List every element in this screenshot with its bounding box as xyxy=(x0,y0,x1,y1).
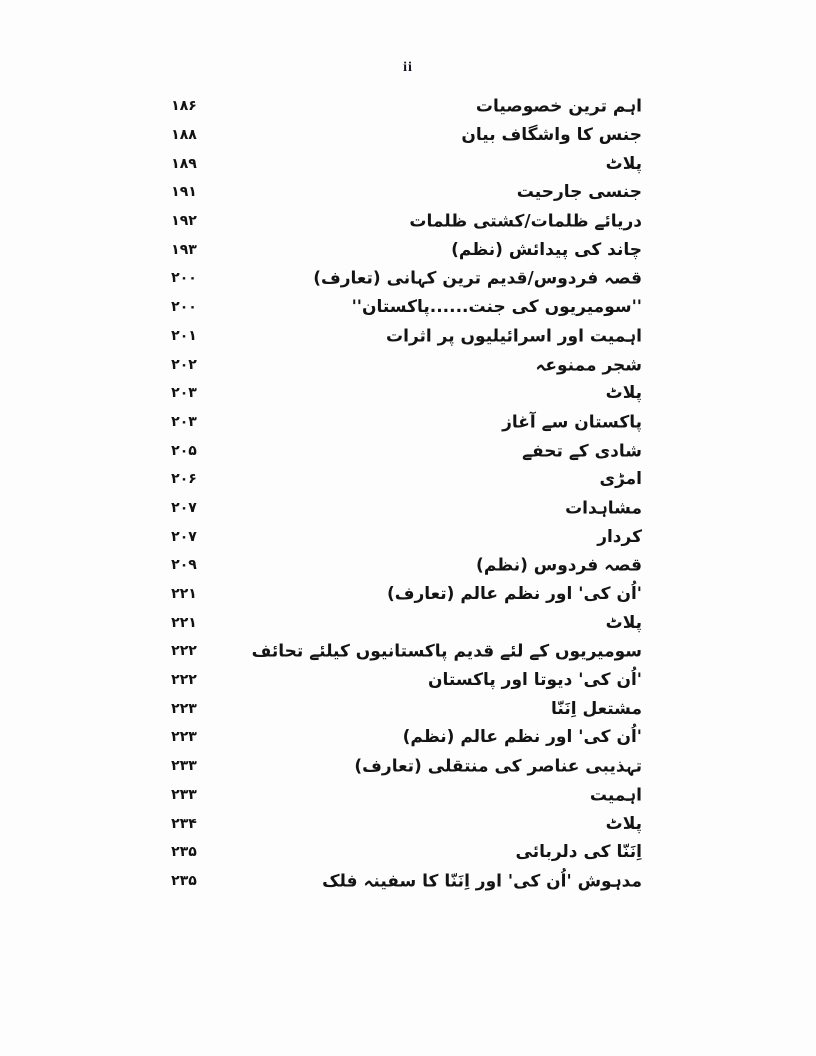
toc-entry-title: ''سومیریوں کی جنت......پاکستان'' xyxy=(351,297,642,318)
toc-entry-title: امڑی xyxy=(599,469,642,490)
toc-row xyxy=(0,322,816,351)
toc-page-number: ۲۳۳ xyxy=(171,786,197,803)
toc-page-number: ۲۰۱ xyxy=(171,327,197,344)
toc-row xyxy=(0,207,816,236)
toc-row xyxy=(0,178,816,207)
toc-row xyxy=(0,608,816,637)
toc-page-number: ۲۲۳ xyxy=(171,729,197,746)
toc-row xyxy=(0,781,816,810)
toc-row xyxy=(0,522,816,551)
table-of-contents xyxy=(0,92,816,895)
toc-entry-title: شادی کے تحفے xyxy=(522,441,642,462)
toc-entry-title: پلاٹ xyxy=(605,813,642,834)
toc-row xyxy=(0,293,816,322)
toc-row xyxy=(0,809,816,838)
toc-page-number: ۱۹۲ xyxy=(171,213,197,230)
toc-row xyxy=(0,149,816,178)
toc-entry-title: قصہ فردوس (نظم) xyxy=(476,555,642,576)
toc-page-number: ۱۸۹ xyxy=(171,155,197,172)
toc-page-number: ۲۰۵ xyxy=(171,442,197,459)
folio-page-number: ii xyxy=(403,60,413,75)
toc-page-number: ۲۰۳ xyxy=(171,413,197,430)
toc-page-number: ۲۰۲ xyxy=(171,356,197,373)
toc-row xyxy=(0,752,816,781)
toc-entry-title: 'اُن کی' دیوتا اور پاکستان xyxy=(427,670,642,691)
toc-page-number: ۲۲۳ xyxy=(171,700,197,717)
toc-page-number: ۲۰۷ xyxy=(171,499,197,516)
toc-entry-title: اہمیت xyxy=(589,785,642,806)
toc-row xyxy=(0,408,816,437)
toc-row xyxy=(0,92,816,121)
toc-entry-title: اِنَنّا کی دلربائی xyxy=(515,842,642,863)
toc-page-number: ۲۳۴ xyxy=(171,815,197,832)
toc-page-number: ۱۸۶ xyxy=(171,98,197,115)
toc-row xyxy=(0,379,816,408)
toc-page-number: ۲۳۳ xyxy=(171,758,197,775)
toc-entry-title: چاند کی پیدائش (نظم) xyxy=(451,239,642,260)
toc-page-number: ۲۲۱ xyxy=(171,614,197,631)
toc-row xyxy=(0,867,816,896)
toc-row xyxy=(0,494,816,523)
toc-row xyxy=(0,551,816,580)
toc-entry-title: شجر ممنوعہ xyxy=(535,355,642,376)
toc-entry-title: مشاہدات xyxy=(565,498,642,519)
toc-page-number: ۲۰۰ xyxy=(171,270,197,287)
toc-row xyxy=(0,666,816,695)
toc-row xyxy=(0,694,816,723)
toc-row xyxy=(0,465,816,494)
toc-page-number: ۲۰۳ xyxy=(171,385,197,402)
toc-row xyxy=(0,723,816,752)
toc-entry-title: اہمیت اور اسرائیلیوں پر اثرات xyxy=(386,326,642,347)
toc-entry-title: 'اُن کی' اور نظم عالم (تعارف) xyxy=(386,584,642,605)
toc-entry-title: پاکستان سے آغاز xyxy=(502,412,642,433)
toc-entry-title: پلاٹ xyxy=(605,153,642,174)
toc-row xyxy=(0,436,816,465)
toc-page-number: ۲۰۰ xyxy=(171,299,197,316)
toc-row xyxy=(0,350,816,379)
toc-entry-title: 'اُن کی' اور نظم عالم (نظم) xyxy=(402,727,642,748)
toc-entry-title: مشتعل اِنَنّا xyxy=(551,698,642,719)
toc-entry-title: پلاٹ xyxy=(605,612,642,633)
toc-entry-title: سومیریوں کے لئے قدیم پاکستانیوں کیلئے تحائف xyxy=(251,641,642,662)
toc-page-number: ۲۳۵ xyxy=(171,872,197,889)
toc-page-number: ۲۲۲ xyxy=(171,672,197,689)
toc-page-number: ۲۰۹ xyxy=(171,557,197,574)
toc-page-number: ۲۲۲ xyxy=(171,643,197,660)
toc-row xyxy=(0,580,816,609)
toc-row xyxy=(0,637,816,666)
toc-entry-title: تہذیبی عناصر کی منتقلی (تعارف) xyxy=(354,756,642,777)
toc-page-number: ۱۹۳ xyxy=(171,241,197,258)
toc-entry-title: جنسی جارحیت xyxy=(516,182,642,203)
toc-entry-title: دریائے ظلمات/کشتی ظلمات xyxy=(409,211,642,232)
toc-page-number: ۲۳۵ xyxy=(171,844,197,861)
toc-page-number: ۲۰۶ xyxy=(171,471,197,488)
toc-entry-title: جنس کا واشگاف بیان xyxy=(461,125,642,146)
toc-row xyxy=(0,235,816,264)
toc-page-number: ۱۸۸ xyxy=(171,127,197,144)
toc-page-number: ۱۹۱ xyxy=(171,184,197,201)
toc-entry-title: اہم ترین خصوصیات xyxy=(475,96,642,117)
toc-page-number: ۲۲۱ xyxy=(171,586,197,603)
toc-page-number: ۲۰۷ xyxy=(171,528,197,545)
toc-entry-title: مدہوش 'اُن کی' اور اِنَنّا کا سفینہ فلک xyxy=(322,871,642,892)
toc-entry-title: کردار xyxy=(597,526,642,547)
toc-row xyxy=(0,121,816,150)
toc-entry-title: پلاٹ xyxy=(605,383,642,404)
toc-row xyxy=(0,264,816,293)
toc-entry-title: قصہ فردوس/قدیم ترین کہانی (تعارف) xyxy=(313,268,642,289)
toc-row xyxy=(0,838,816,867)
